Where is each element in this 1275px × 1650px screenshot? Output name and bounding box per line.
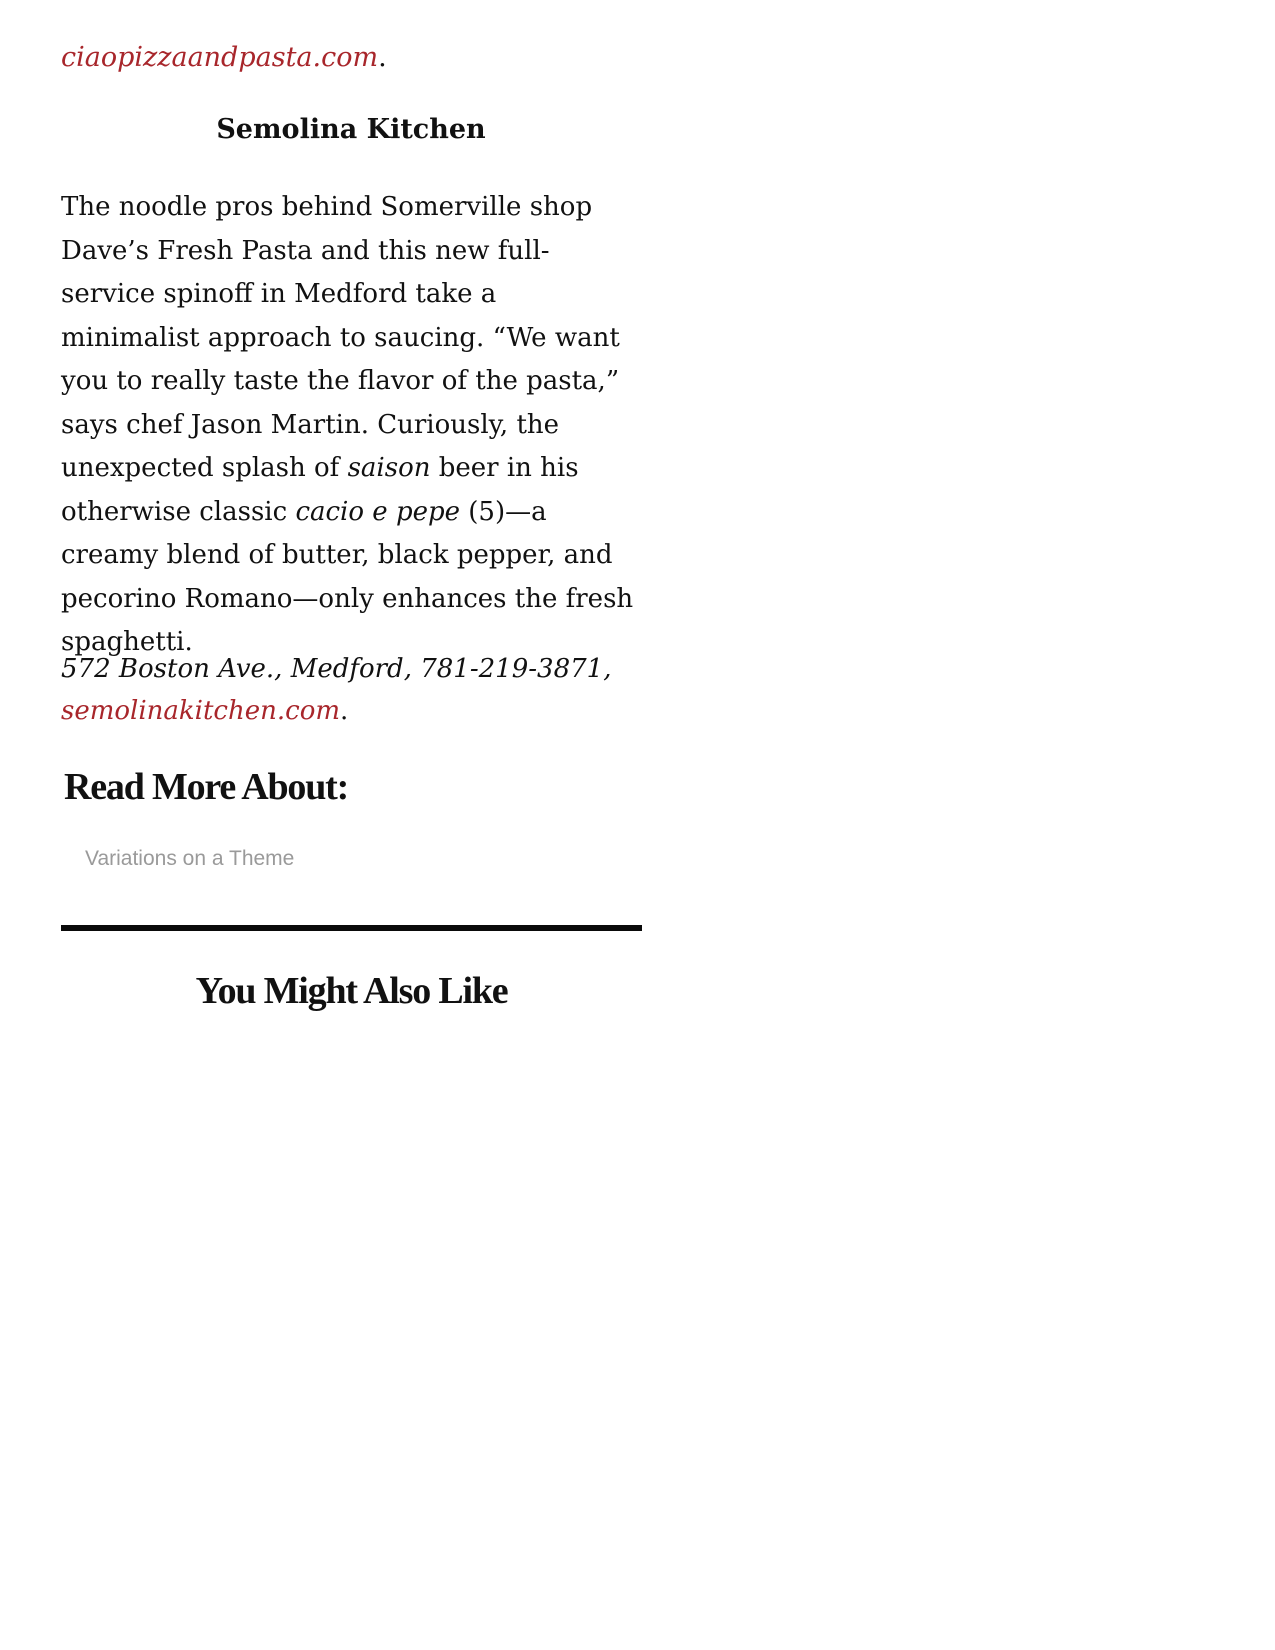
body-text-part-3: (5)—a creamy blend of butter, black pepper, and pecorino Romano—only enhances the fresh spaghetti.	[61, 496, 634, 657]
section-divider	[61, 925, 642, 931]
previous-entry-website-line	[61, 42, 387, 74]
section-address: 572 Boston Ave., Medford, 781-219-3871,	[61, 654, 612, 684]
body-text-part-2: beer in his otherwise classic	[61, 453, 579, 527]
previous-entry-website-link[interactable]: ciaopizzaandpasta.com	[61, 42, 379, 73]
section-period: .	[340, 696, 349, 726]
section-address-block	[61, 648, 641, 732]
section-website-link[interactable]: semolinakitchen.com	[61, 696, 341, 726]
read-more-heading: Read More About:	[64, 766, 349, 808]
read-more-tag-link[interactable]: Variations on a Theme	[85, 847, 295, 870]
section-body	[61, 186, 641, 665]
you-might-also-like-heading: You Might Also Like	[195, 970, 508, 1012]
body-text-part-1: The noodle pros behind Somerville shop Dave’s Fresh Pasta and this new full-service spinoff in Medford take a minimalist approach to saucing. “We want you to really taste the flavor of the pasta,” says chef Jason Martin. Curiously, the unexpected splash of	[61, 192, 620, 483]
body-italic-cacio-e-pepe: cacio e pepe	[295, 496, 461, 527]
body-italic-saison: saison	[347, 453, 431, 483]
previous-entry-period: .	[378, 42, 387, 73]
section-title: Semolina Kitchen	[216, 114, 486, 145]
